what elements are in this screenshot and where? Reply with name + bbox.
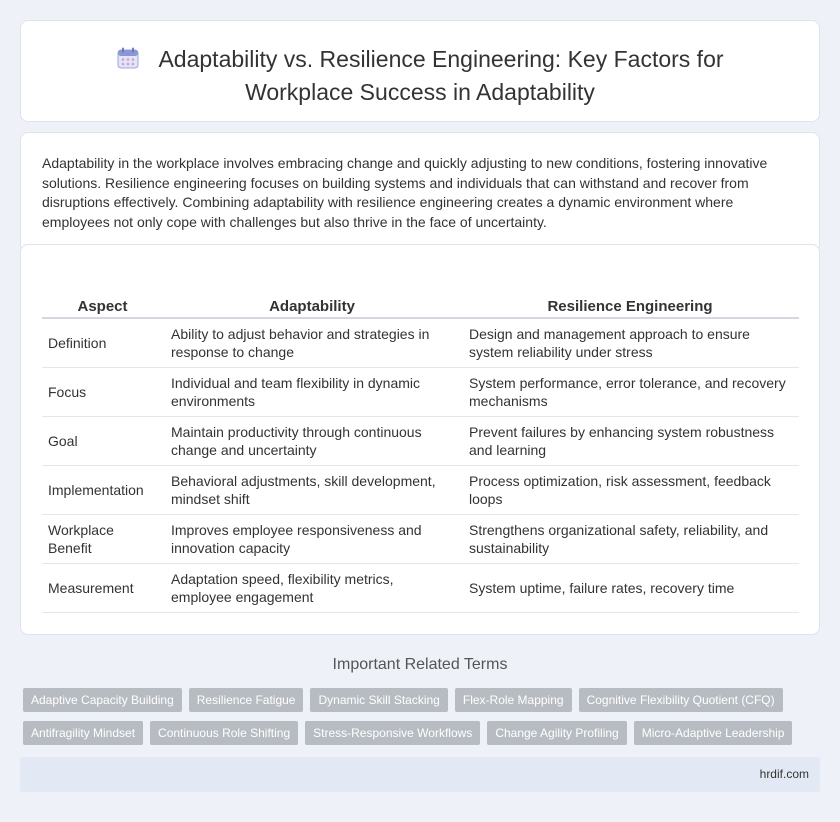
- table-cell-adaptability: Ability to adjust behavior and strategies in response to change: [163, 318, 461, 367]
- table-cell-resilience: Design and management approach to ensure system reliability under stress: [461, 318, 799, 367]
- comparison-card: [20, 244, 820, 635]
- column-header-adaptability: Adaptability: [163, 293, 461, 318]
- table-cell-resilience: Prevent failures by enhancing system robustness and learning: [461, 416, 799, 465]
- page-title-wrap: [21, 44, 819, 107]
- table-cell-adaptability: Adaptation speed, flexibility metrics, employee engagement: [163, 563, 461, 612]
- column-header-aspect: Aspect: [42, 293, 163, 318]
- calendar-icon: [116, 46, 140, 77]
- related-term-tag[interactable]: Cognitive Flexibility Quotient (CFQ): [579, 688, 783, 712]
- intro-card: [20, 132, 820, 252]
- table-header-row: [42, 293, 799, 318]
- footer-site-link[interactable]: hrdif.com: [759, 767, 809, 781]
- related-terms-title: Important Related Terms: [332, 656, 508, 673]
- page-title: Adaptability vs. Resilience Engineering: Key Factors for Workplace Success in Adaptability: [158, 46, 724, 105]
- tag-row: [23, 721, 823, 745]
- table-cell-aspect: Focus: [42, 367, 163, 416]
- column-header-resilience: Resilience Engineering: [461, 293, 799, 318]
- table-cell-resilience: Process optimization, risk assessment, feedback loops: [461, 465, 799, 514]
- table-cell-aspect: Definition: [42, 318, 163, 367]
- table-cell-adaptability: Individual and team flexibility in dynamic environments: [163, 367, 461, 416]
- related-term-tag[interactable]: Stress-Responsive Workflows: [305, 721, 480, 745]
- intro-paragraph: Adaptability in the workplace involves embracing change and quickly adjusting to new conditions, fostering innovative solutions. Resilience engineering focuses on building systems and individuals that can withstand and recover from disruptions effectively. Combining adaptability with resilience engineering creates a dynamic environment where employees not only cope with challenges but also thrive in the face of uncertainty.: [42, 155, 768, 230]
- related-term-tag[interactable]: Adaptive Capacity Building: [23, 688, 182, 712]
- tag-row: [23, 688, 823, 712]
- related-term-tag[interactable]: Antifragility Mindset: [23, 721, 143, 745]
- table-row: [42, 318, 799, 367]
- related-term-tag[interactable]: Dynamic Skill Stacking: [310, 688, 447, 712]
- related-term-tag[interactable]: Change Agility Profiling: [487, 721, 626, 745]
- table-cell-aspect: Goal: [42, 416, 163, 465]
- related-term-tag[interactable]: Micro-Adaptive Leadership: [634, 721, 793, 745]
- table-cell-aspect: Workplace Benefit: [42, 514, 163, 563]
- related-term-tag[interactable]: Flex-Role Mapping: [455, 688, 572, 712]
- table-row: [42, 416, 799, 465]
- table-cell-resilience: System uptime, failure rates, recovery time: [461, 563, 799, 612]
- table-row: [42, 465, 799, 514]
- header-card: [20, 20, 820, 122]
- table-row: [42, 563, 799, 612]
- table-row: [42, 514, 799, 563]
- related-term-tag[interactable]: Continuous Role Shifting: [150, 721, 298, 745]
- related-term-tag[interactable]: Resilience Fatigue: [189, 688, 304, 712]
- table-cell-adaptability: Improves employee responsiveness and innovation capacity: [163, 514, 461, 563]
- table-cell-adaptability: Behavioral adjustments, skill development, mindset shift: [163, 465, 461, 514]
- table-row: [42, 367, 799, 416]
- footer-bar: [20, 757, 820, 792]
- comparison-table: [42, 293, 799, 613]
- table-cell-adaptability: Maintain productivity through continuous change and uncertainty: [163, 416, 461, 465]
- table-cell-aspect: Measurement: [42, 563, 163, 612]
- table-cell-resilience: System performance, error tolerance, and recovery mechanisms: [461, 367, 799, 416]
- table-cell-aspect: Implementation: [42, 465, 163, 514]
- related-terms-list: [23, 688, 823, 754]
- table-cell-resilience: Strengthens organizational safety, reliability, and sustainability: [461, 514, 799, 563]
